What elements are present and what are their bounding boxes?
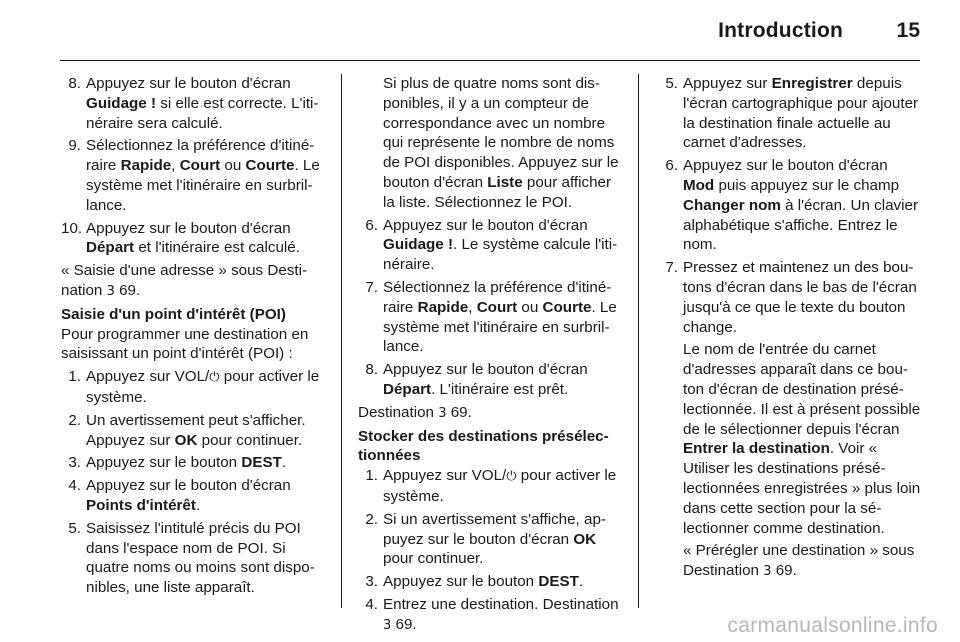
ui-label: Entrer la destination [683,440,830,458]
address-reference [61,261,323,302]
list-item [61,519,323,598]
section-title: Introduction [718,19,843,42]
ui-label: DEST [241,454,282,472]
text-run: Appuyez sur le bouton d'écran [86,477,291,495]
step-text [86,453,323,473]
list-item [358,360,622,400]
list-item [658,156,922,255]
text-run: Appuyez sur le bouton d'écran [86,75,291,92]
ui-label: Rapide [417,298,469,316]
page-reference-icon: 3 [438,405,447,421]
ui-label: Enregistrer [771,75,853,92]
step-text [383,466,622,507]
text-run: Destination [358,403,439,421]
ui-label: Départ [86,239,135,257]
column-2 [358,74,622,639]
text-run: Appuyez sur le bouton [383,573,539,591]
text-run: Appuyez sur le bouton d'écran [86,219,291,237]
step-text [383,595,622,636]
text-run: 69. [446,403,472,421]
preset-explanation [658,340,922,538]
page-number: 15 [896,19,920,42]
step-number: 2. [68,411,81,429]
step-number: 1. [365,467,378,485]
poi-list-paragraph [358,74,622,213]
text-run: . [195,496,201,514]
list-item [61,476,323,516]
ui-label: Court [476,298,518,316]
text-run: Pressez et maintenez un des boutons d'écran dans le bas de l'écran jusqu'à ce que le texte du bouton change. [683,259,917,336]
text-run: Appuyez sur le bouton [86,454,242,472]
text-run: ou [220,157,246,175]
step-text [383,360,622,400]
preset-reference [658,541,922,582]
step-text [383,510,622,569]
step-number: 6. [665,157,678,175]
text-run: 69. [771,562,797,580]
column-divider-1 [341,74,342,608]
preset-steps-continued [658,74,922,337]
list-item [61,367,323,408]
text-run: Appuyez sur le bouton d'écran [383,216,588,234]
step-text [383,572,622,592]
page-header [0,0,960,58]
step-text [86,367,323,408]
text-run: Si un avertissement s'affiche, appuyez sur le bouton d'écran [383,510,606,548]
step-number: 5. [68,519,81,537]
text-run: 69. [114,281,141,299]
ui-label: Court [179,157,221,175]
text-run: et l'itinéraire est calculé. [134,239,300,257]
ui-label: OK [573,530,597,548]
step-text [683,156,922,255]
column-divider-2 [638,74,639,608]
text-run: Appuyez sur VOL/ [383,467,507,485]
text-run: Un avertissement peut s'afficher. Appuyez sur [86,411,306,449]
text-run: pour activer le système. [383,467,617,505]
list-item [61,411,323,451]
ui-label: Guidage ! [383,236,454,254]
ui-label: Changer nom [683,196,781,214]
column-3 [658,74,922,585]
text-run: Appuyez sur [683,75,772,92]
list-item [61,136,323,215]
text-run: . [281,454,287,472]
step-text [86,476,323,516]
text-run: pour activer le système. [86,368,320,406]
list-item [61,453,323,473]
text-run: depuis l'écran cartographique pour ajouter la destination finale actuelle au carnet d'adresses. [683,75,919,152]
step-number: 4. [365,595,378,613]
text-run: . L'itinéraire est prêt. [431,380,569,398]
text-run: Saisissez l'intitulé précis du POI dans l'espace nom de POI. Si quatre noms ou moins sont disponibles, une liste apparaît. [86,519,315,597]
text-run: pour afficher la liste. Sélectionnez le POI. [383,173,612,211]
text-run: Sélectionnez la préférence d'itinéraire [86,137,315,175]
text-run: à l'écran. Un clavier alphabétique s'affiche. Entrez le nom. [683,196,919,254]
step-text [86,219,323,259]
ui-label: Guidage ! [86,94,157,112]
ui-label: Mod [683,176,715,194]
step-number: 3. [68,454,81,472]
text-run: Sélectionnez la préférence d'itinéraire [383,278,612,316]
step-text [383,278,622,357]
text-run: Appuyez sur VOL/ [86,368,210,386]
ui-label: Départ [383,380,432,398]
step-text [86,74,323,133]
text-run: , [171,157,180,175]
text-run: . Le système calcule l'itinéraire. [383,236,618,274]
header-divider [60,60,920,61]
ui-label: Liste [487,173,523,191]
step-number: 7. [665,259,678,277]
poi-heading: Saisie d'un point d'intérêt (POI) [61,305,286,323]
list-item [358,216,622,275]
text-run: . Le système met l'itinéraire en surbrillance. [86,157,320,214]
text-run: si elle est correcte. L'itinéraire sera calculé. [86,94,319,132]
poi-intro: Pour programmer une destination en saisissant un point d'intérêt (POI) : [61,325,309,363]
text-run: ou [517,298,543,316]
page-reference-icon: 3 [106,283,115,299]
list-item [358,572,622,592]
ui-label: Courte [542,298,592,316]
list-item [358,595,622,636]
list-item [358,466,622,507]
step-number: 5. [665,75,678,92]
ui-label: Rapide [120,157,172,175]
step-text [86,136,323,215]
text-run: . Le système met l'itinéraire en surbrillance. [383,298,617,356]
list-item [358,278,622,357]
text-run: « Saisie d'une adresse » sous Destination [61,262,308,299]
text-run: pour continuer. [197,431,303,449]
preset-heading: Stocker des destinations présélectionnées [358,427,609,465]
step-number: 8. [365,361,378,379]
text-run: « Prérégler une destination » sous Destination [683,542,915,580]
watermark: carmanualsonline.info [727,614,938,637]
text-run: Appuyez sur le bouton d'écran [383,361,588,379]
step-number: 10. [61,219,83,237]
text-run: Si plus de quatre noms sont disponibles, il y a un compteur de correspondance avec un nombre qui représente le nombre de noms de POI disponibles. Appuyez sur le bouton d'écran [383,75,619,191]
step-text [683,258,922,337]
text-run: Le nom de l'entrée du carnet d'adresses apparaît dans ce bouton d'écran de destination présélectionnée. Il est à présent possible de le sélectionner depuis l'écran [683,341,921,438]
text-run: puis appuyez sur le champ [714,176,900,194]
list-item [658,258,922,337]
text-run: , [468,298,477,316]
power-icon: ⏻ [209,370,220,386]
poi-steps-continued [61,74,323,258]
step-text [683,74,922,153]
poi-steps-final [358,216,622,400]
list-item [358,510,622,569]
poi-steps [61,367,323,598]
ui-label: Courte [245,157,295,175]
text-run: . [578,573,584,591]
step-text [86,519,323,598]
step-text [86,411,323,451]
step-number: 8. [68,75,81,92]
page-reference-icon: 3 [383,617,392,633]
destination-reference [358,403,622,424]
list-item [61,219,323,259]
page-reference-icon: 3 [763,564,772,580]
step-number: 9. [68,137,81,155]
power-icon: ⏻ [506,469,517,485]
step-number: 6. [365,216,378,234]
text-run: Appuyez sur le bouton d'écran [683,157,888,175]
step-number: 7. [365,278,378,296]
text-run: 69. [391,615,417,633]
step-number: 4. [68,477,81,495]
ui-label: OK [174,431,198,449]
text-run: Entrez une destination. Destination [383,595,619,613]
text-run: . Voir « Utiliser les destinations présélectionnées enregistrées » plus loin dans cette section pour la sélectionner comme destination. [683,440,921,537]
text-run: pour continuer. [383,550,484,568]
step-number: 2. [365,510,378,528]
step-number: 1. [68,368,81,386]
column-1 [61,74,323,601]
step-number: 3. [365,573,378,591]
list-item [61,74,323,133]
preset-steps [358,466,622,635]
step-text [383,216,622,275]
ui-label: Points d'intérêt [86,496,196,514]
ui-label: DEST [538,573,579,591]
list-item [658,74,922,153]
